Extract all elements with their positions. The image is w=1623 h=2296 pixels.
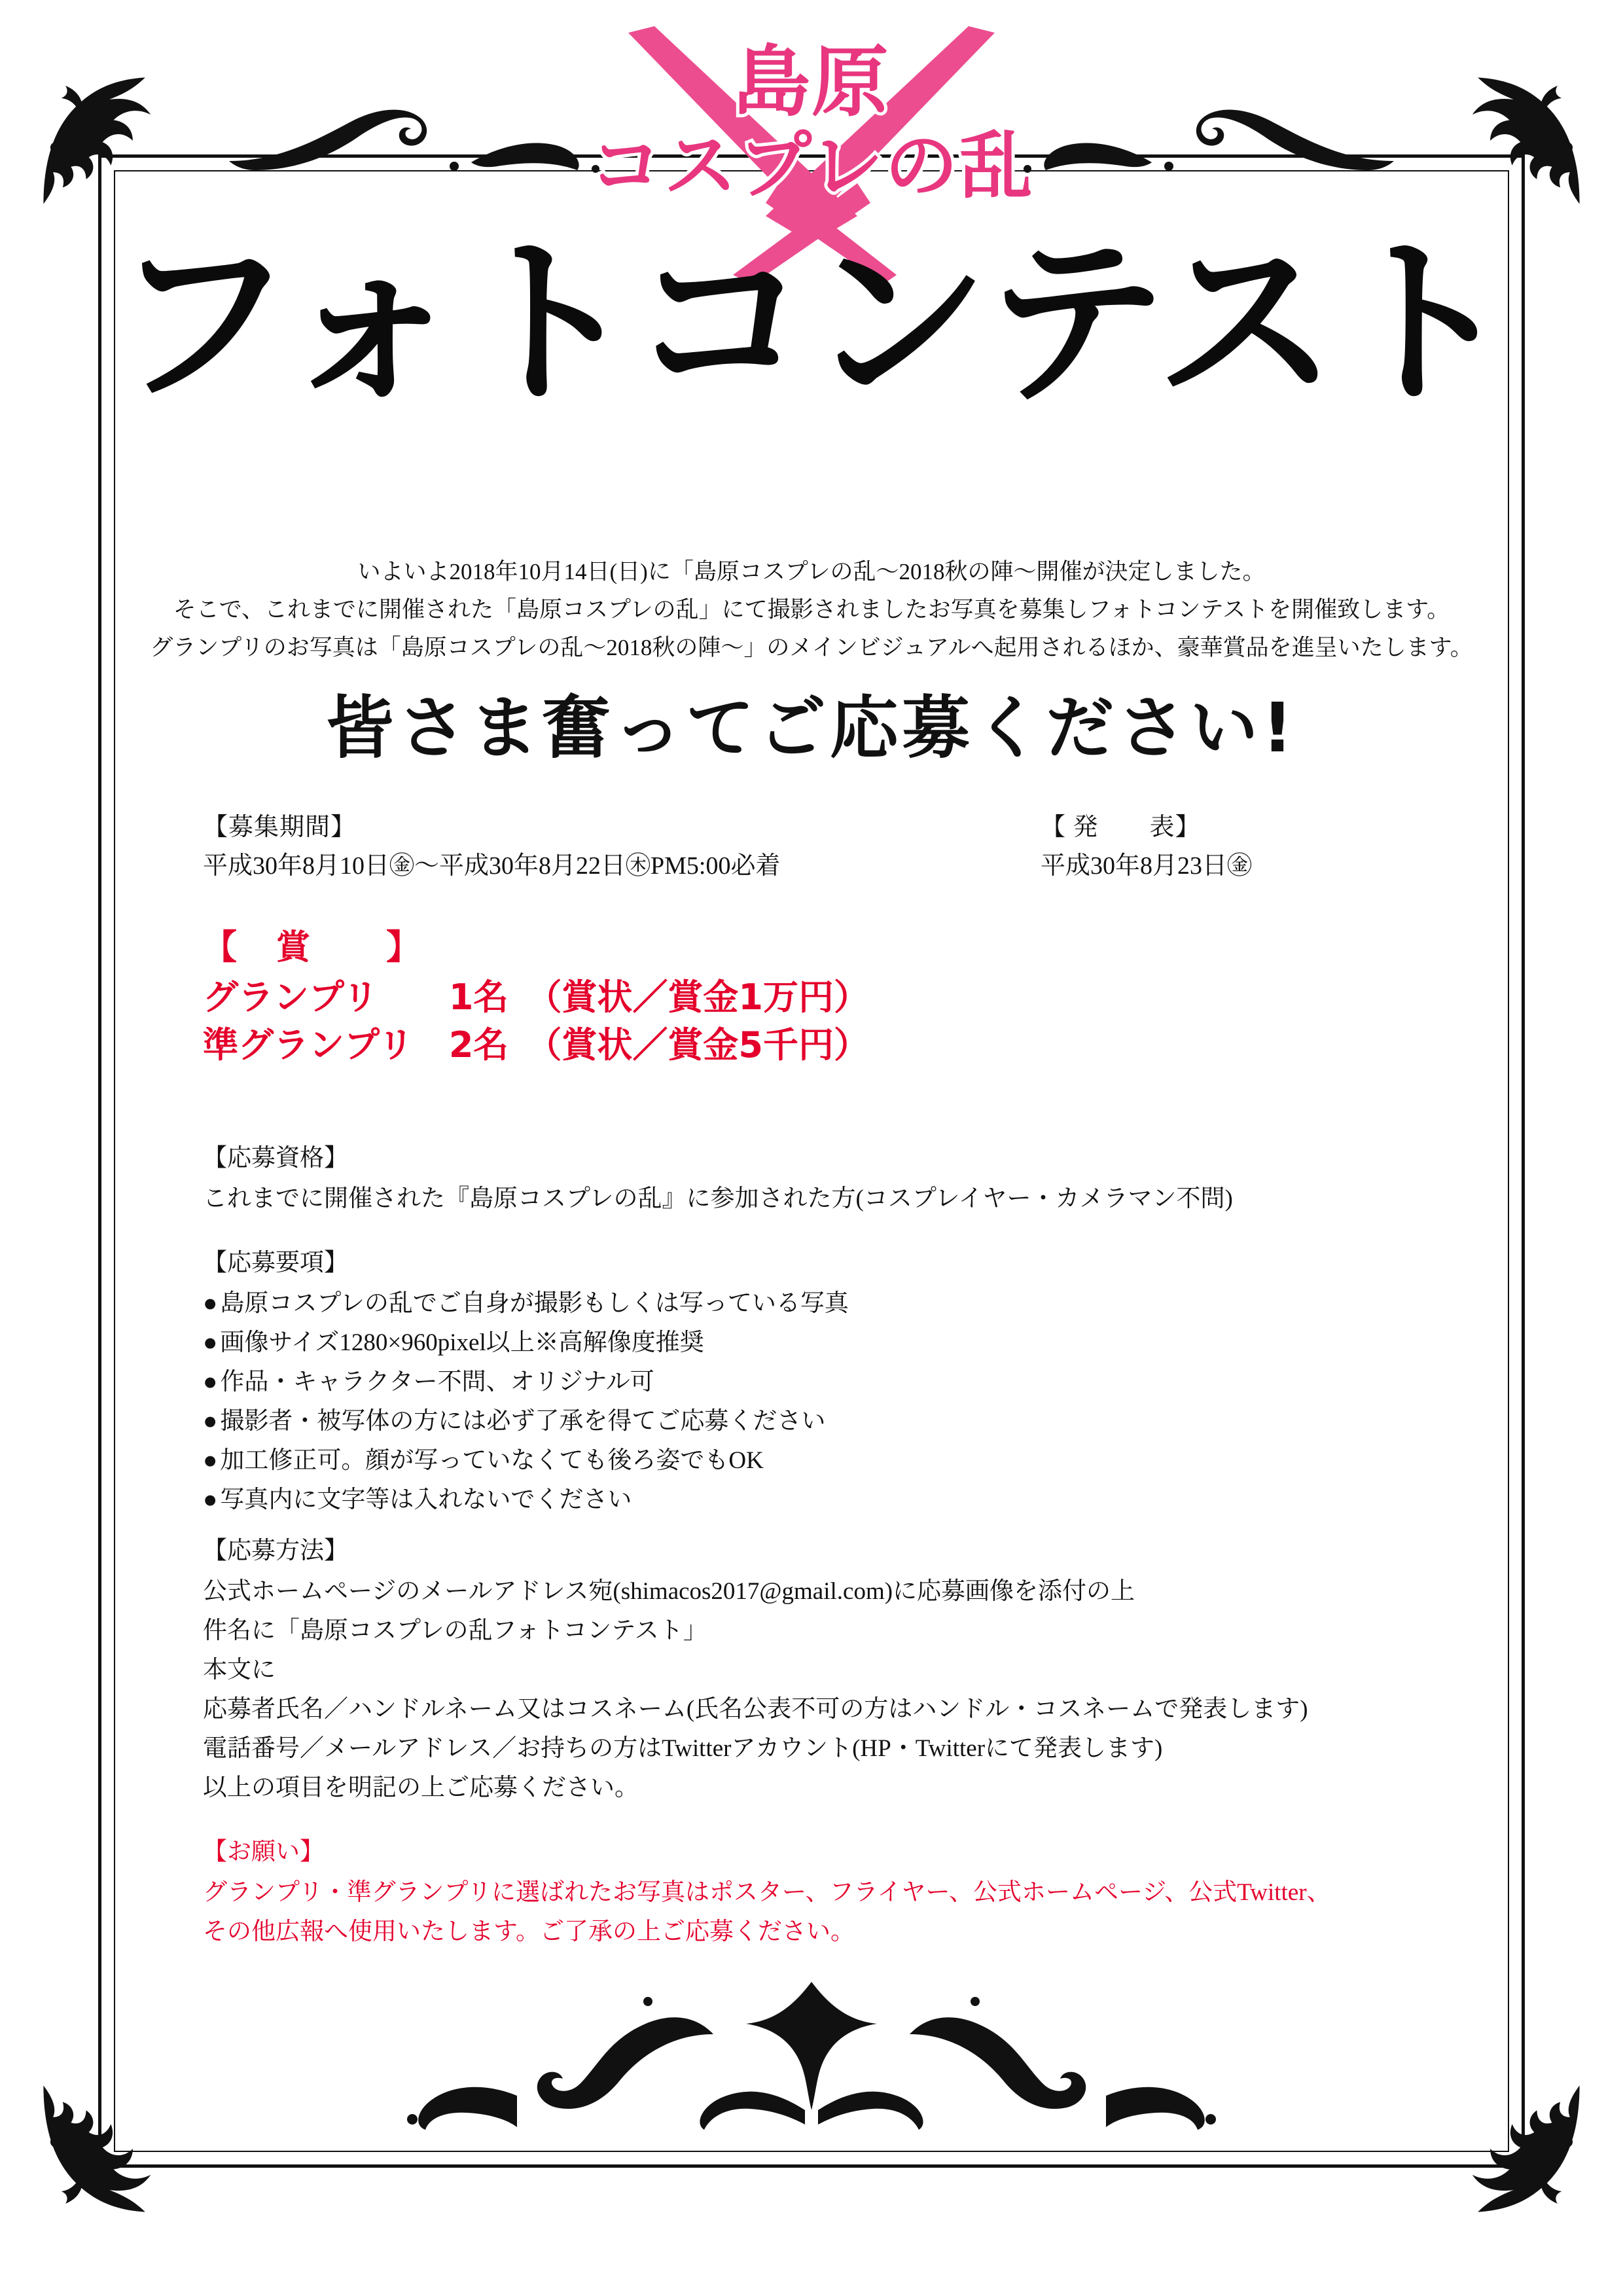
how-to-apply-line: 以上の項目を明記の上ご応募ください。 [203,1774,639,1801]
prize-section [203,920,869,1069]
submission-period [203,808,780,886]
qualification-heading: 【応募資格】 [203,1145,348,1172]
how-to-apply-section [203,1532,1308,1808]
submission-period-value: 平成30年8月10日㊎〜平成30年8月22日㊍PM5:00必着 [203,852,781,880]
announcement-date [1041,808,1252,886]
how-to-apply-line: 件名に「島原コスプレの乱フォトコンテスト」 [203,1617,707,1644]
request-heading: 【お願い】 [203,1839,324,1865]
requirements-item [203,1441,849,1480]
intro-paragraph [134,553,1489,667]
requirements-item-text: 作品・キャラクター不問、オリジナル可 [220,1368,654,1395]
how-to-apply-line: 公式ホームページのメールアドレス宛(shimacos2017@gmail.com)に応募画像を添付の上 [203,1577,1135,1605]
how-to-apply-heading: 【応募方法】 [203,1537,348,1564]
requirements-heading: 【応募要項】 [203,1249,348,1276]
bullet-icon: ● [203,1329,218,1356]
intro-line: いよいよ2018年10月14日(日)に「島原コスプレの乱〜2018秋の陣〜開催が決定しました。 [357,559,1266,584]
announcement-label: 【 発 表】 [1041,814,1201,841]
requirements-item [203,1402,849,1441]
page-title: フォトコンテスト [111,217,1512,429]
requirements-item-text: 撮影者・被写体の方には必ず了承を得てご応募ください [220,1407,826,1435]
bullet-icon: ● [203,1407,218,1435]
request-section [203,1833,1331,1952]
how-to-apply-line: 電話番号／メールアドレス／お持ちの方はTwitterアカウント(HP・Twitterにて発表します) [203,1734,1163,1762]
prize-row-runner-up: 準グランプリ 2名 （賞状／賞金5千円） [203,1024,869,1066]
prize-heading: 【 賞 】 [203,928,423,967]
logo-line-2: コスプレの乱 [589,124,1034,209]
bullet-icon: ● [203,1368,218,1395]
requirements-section [203,1244,849,1520]
intro-line: グランプリのお写真は「島原コスプレの乱〜2018秋の陣〜」のメインビジュアルへ起用されるほか、豪華賞品を進呈いたします。 [150,635,1473,661]
corner-ornament-icon [38,72,175,209]
request-line: グランプリ・準グランプリに選ばれたお写真はポスター、フライヤー、公式ホームページ、公式Twitter、 [203,1878,1331,1906]
intro-line: そこで、これまでに開催された「島原コスプレの乱」にて撮影されましたお写真を募集しフォトコンテストを開催致します。 [173,597,1450,623]
request-line: その他広報へ使用いたします。ご了承の上ご応募ください。 [203,1918,855,1945]
how-to-apply-line: 本文に [203,1656,276,1683]
corner-ornament-icon [1448,72,1585,209]
bullet-icon: ● [203,1486,218,1513]
corner-ornament-icon [38,2080,175,2217]
bullet-icon: ● [203,1446,218,1474]
how-to-apply-line: 応募者氏名／ハンドルネーム又はコスネーム(氏名公表不可の方はハンドル・コスネームで発表します) [203,1695,1308,1723]
requirements-item-text: 画像サイズ1280×960pixel以上※高解像度推奨 [220,1329,704,1356]
submission-period-label: 【募集期間】 [203,814,357,841]
bottom-flourish-icon [321,1956,1302,2132]
bullet-icon: ● [203,1289,218,1317]
requirements-item [203,1480,849,1520]
requirements-item-text: 写真内に文字等は入れないでください [220,1486,632,1513]
qualification-section [203,1139,1233,1219]
requirements-item-text: 加工修正可。顔が写っていなくても後ろ姿でもOK [220,1446,764,1474]
call-to-action-text: 皆さま奮ってご応募ください! [326,688,1297,768]
prize-row-grand: グランプリ 1名 （賞状／賞金1万円） [203,977,869,1018]
requirements-item-text: 島原コスプレの乱でご自身が撮影もしくは写っている写真 [220,1289,849,1317]
logo-line-1: 島原 [732,37,890,127]
announcement-value: 平成30年8月23日㊎ [1041,852,1253,880]
requirements-item [203,1363,849,1402]
qualification-line: これまでに開催された『島原コスプレの乱』に参加された方(コスプレイヤー・カメラマン不問) [203,1185,1233,1212]
corner-ornament-icon [1448,2080,1585,2217]
requirements-item [203,1323,849,1363]
requirements-item [203,1284,849,1323]
